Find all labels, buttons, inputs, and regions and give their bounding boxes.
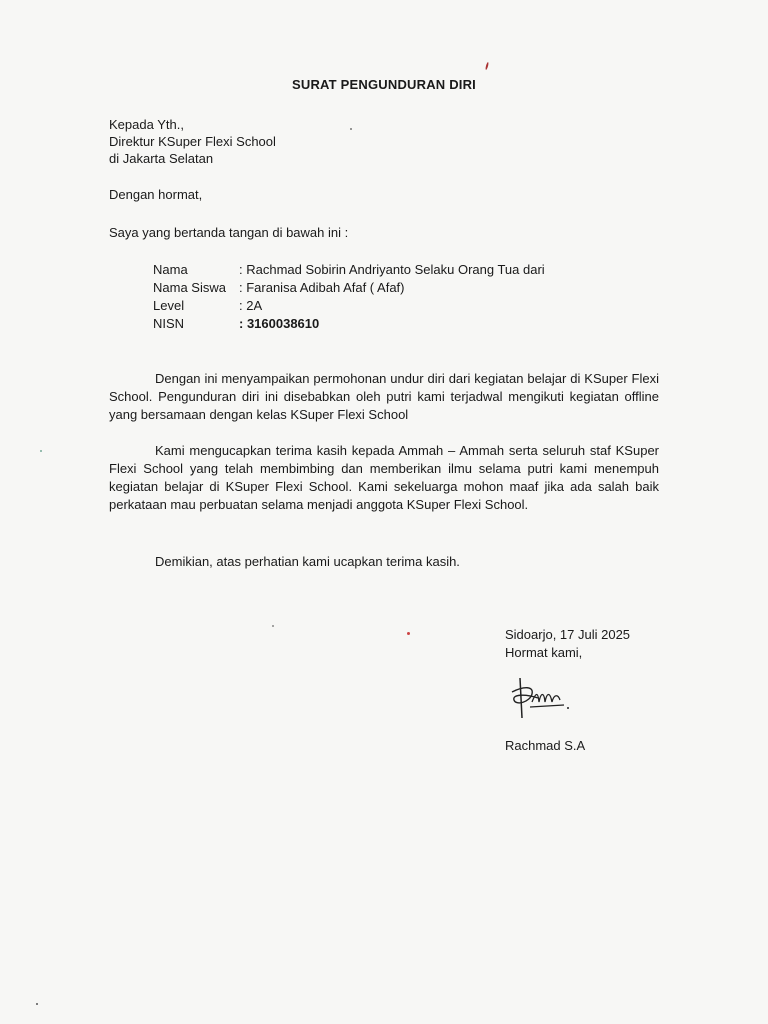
paper-speck bbox=[36, 1003, 38, 1005]
closing-line: Demikian, atas perhatian kami ucapkan terima kasih. bbox=[155, 554, 460, 569]
paper-speck bbox=[407, 632, 410, 635]
detail-value: : Rachmad Sobirin Andriyanto Selaku Orang Tua dari bbox=[239, 262, 545, 277]
detail-row-nisn bbox=[153, 315, 545, 333]
detail-value: : 2A bbox=[239, 298, 263, 313]
detail-row-student bbox=[153, 279, 545, 297]
intro-line: Saya yang bertanda tangan di bawah ini : bbox=[109, 225, 349, 240]
body-paragraph-1: Dengan ini menyampaikan permohonan undur diri dari kegiatan belajar di KSuper Flexi School. Pengunduran diri ini disebabkan oleh putri kami terjadwal mengikuti kegiatan offline yang bersamaan dengan kelas KSuper Flexi School bbox=[109, 371, 659, 422]
detail-label: NISN bbox=[153, 316, 185, 331]
signer-name: Rachmad S.A bbox=[505, 738, 586, 753]
paper-speck bbox=[40, 450, 42, 452]
detail-label: Nama bbox=[153, 262, 188, 277]
identity-details bbox=[153, 261, 545, 333]
recipient-line-1: Kepada Yth., bbox=[109, 117, 184, 132]
detail-value: : Faranisa Adibah Afaf ( Afaf) bbox=[239, 280, 405, 295]
recipient-line-2: Direktur KSuper Flexi School bbox=[109, 134, 276, 149]
regards: Hormat kami, bbox=[505, 645, 583, 660]
recipient-line-3: di Jakarta Selatan bbox=[109, 151, 214, 166]
salutation: Dengan hormat, bbox=[109, 187, 203, 202]
detail-value: : 3160038610 bbox=[239, 316, 320, 331]
paper-speck bbox=[272, 625, 274, 627]
paper-speck bbox=[485, 62, 489, 70]
letter-title: SURAT PENGUNDURAN DIRI bbox=[292, 77, 476, 92]
body-paragraph-2: Kami mengucapkan terima kasih kepada Ammah – Ammah serta seluruh staf KSuper Flexi School yang telah membimbing dan memberikan ilmu selama putri kami menempuh kegiatan belajar di KSuper Flexi School. Kami sekeluarga mohon maaf jika ada salah baik perkataan mau perbuatan selama menjadi anggota KSuper Flexi School. bbox=[109, 443, 659, 512]
detail-label: Nama Siswa bbox=[153, 280, 226, 295]
paper-speck bbox=[350, 128, 352, 130]
handwritten-signature bbox=[508, 672, 578, 724]
detail-row-level bbox=[153, 297, 545, 315]
signature-header bbox=[505, 626, 630, 662]
place-date: Sidoarjo, 17 Juli 2025 bbox=[505, 627, 631, 642]
recipient-address bbox=[109, 116, 276, 167]
detail-row-name bbox=[153, 261, 545, 279]
detail-label: Level bbox=[153, 298, 185, 313]
